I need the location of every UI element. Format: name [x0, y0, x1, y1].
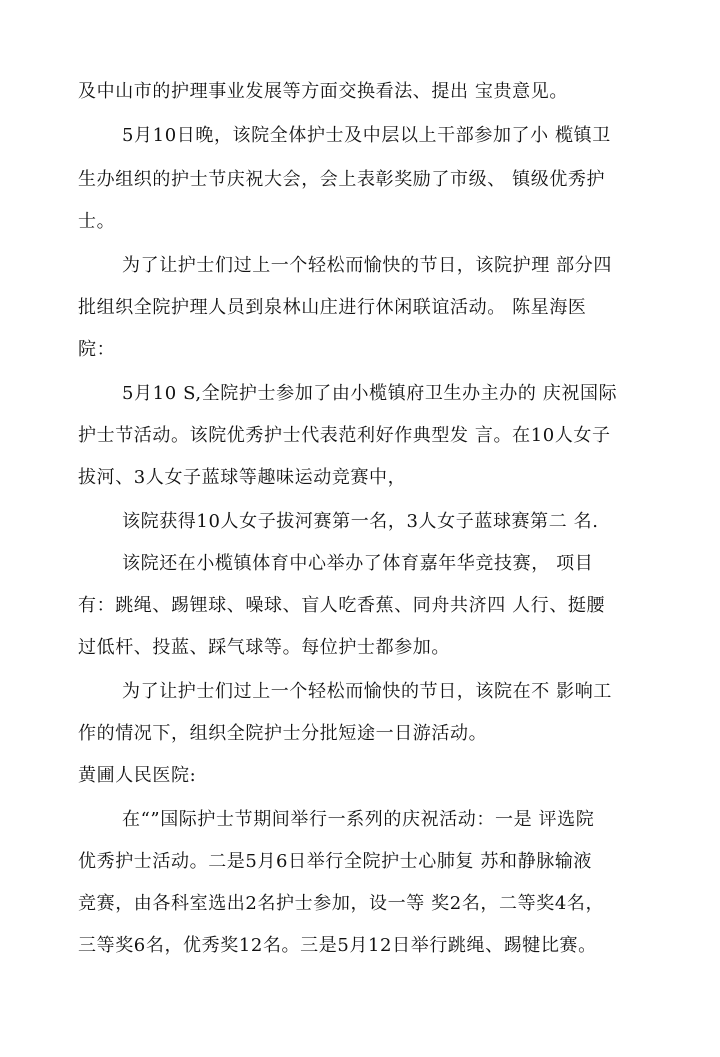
text-line: 拔河、3人女子蓝球等趣味运动竞赛中， [78, 467, 407, 488]
text-line: 该院获得10人女子拔河赛第一名，3人女子蓝球赛第二 名. [122, 511, 599, 532]
text-line: 为了让护士们过上一个轻松而愉快的节日，该院护理 部分四 [122, 255, 612, 276]
text-line: 有：跳绳、踢锂球、噪球、盲人吃香蕉、同舟共济四 人行、挺腰 [78, 595, 606, 616]
section-heading: 黄圃人民医院: [78, 765, 197, 786]
text-line: 护士节活动。该院优秀护士代表范利好作典型发 言。在10人女子 [78, 425, 611, 446]
text-line: 批组织全院护理人员到泉林山庄进行休闲联谊活动。 陈星海医 [78, 297, 587, 318]
text-line: 及中山市的护理事业发展等方面交换看法、提出 宝贵意见。 [78, 81, 568, 102]
text-line: 士。 [78, 211, 116, 232]
text-line: 该院还在小榄镇体育中心举办了体育嘉年华竞技赛， 项目 [122, 553, 594, 574]
text-line: 过低杆、投蓝、踩气球等。每位护士都参加。 [78, 637, 450, 658]
text-line: 5月10日晚，该院全体护士及中层以上干部参加了小 榄镇卫 [122, 125, 611, 146]
text-line: 竞赛，由各科室选出2名护士参加，设一等 奖2名，二等奖4名， [78, 893, 605, 914]
text-line: 5月10 S,全院护士参加了由小榄镇府卫生办主办的 庆祝国际 [122, 383, 618, 404]
text-line: 为了让护士们过上一个轻松而愉快的节日，该院在不 影响工 [122, 681, 612, 702]
text-line: 院： [78, 339, 116, 360]
text-line: 作的情况下，组织全院护士分批短途一日游活动。 [78, 723, 488, 744]
text-line: 优秀护士活动。二是5月6日举行全院护士心肺复 苏和静脉输液 [78, 851, 593, 872]
text-line: 三等奖6名，优秀奖12名。三是5月12日举行跳绳、踢犍比赛。 [78, 935, 597, 956]
text-line: 生办组织的护士节庆祝大会，会上表彰奖励了市级、 镇级优秀护 [78, 169, 606, 190]
text-line: 在“”国际护士节期间举行一系列的庆祝活动：一是 评选院 [122, 809, 595, 830]
